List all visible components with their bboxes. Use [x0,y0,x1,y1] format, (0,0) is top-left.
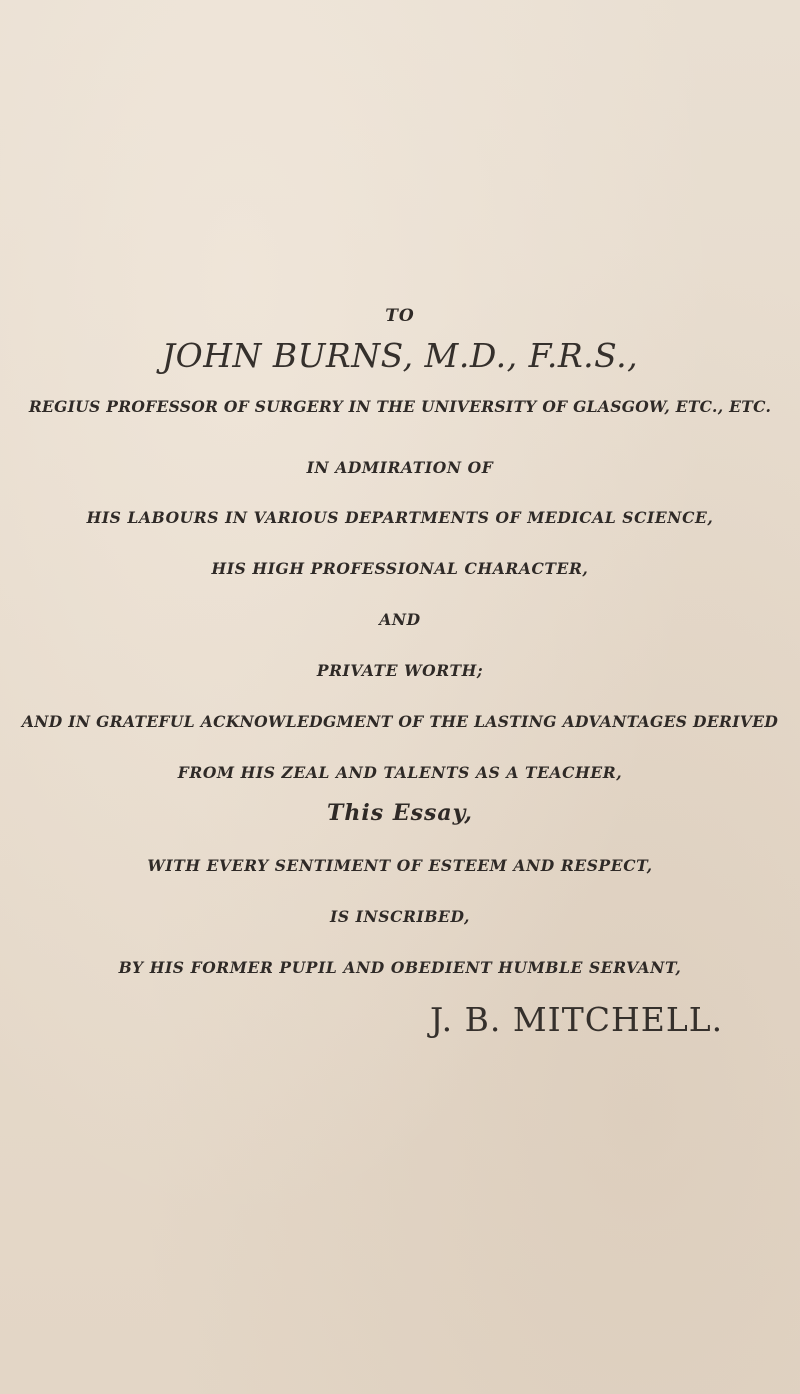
author-signature: J. B. MITCHELL. [430,1000,724,1039]
dedication-admiration: IN ADMIRATION OF [306,458,494,477]
dedication-and: AND [379,610,421,629]
dedication-esteem: WITH EVERY SENTIMENT OF ESTEEM AND RESPECT, [147,856,653,875]
dedication-grateful: AND IN GRATEFUL ACKNOWLEDGMENT OF THE LASTING ADVANTAGES DERIVED [21,712,779,731]
dedication-character: HIS HIGH PROFESSIONAL CHARACTER, [211,559,589,578]
dedication-worth: PRIVATE WORTH; [316,661,484,680]
dedication-servant: BY HIS FORMER PUPIL AND OBEDIENT HUMBLE SERVANT, [118,958,682,977]
dedication-to: TO [385,306,415,326]
dedicatee-name: JOHN BURNS, M.D., F.R.S., [161,336,639,375]
dedication-labours: HIS LABOURS IN VARIOUS DEPARTMENTS OF MEDICAL SCIENCE, [86,508,714,527]
dedication-zeal: FROM HIS ZEAL AND TALENTS AS A TEACHER, [177,763,623,782]
dedication-inscribed: IS INSCRIBED, [330,907,470,926]
dedication-essay: This Essay, [327,800,473,826]
dedicatee-title: REGIUS PROFESSOR OF SURGERY IN THE UNIVERSITY OF GLASGOW, ETC., ETC. [28,397,772,416]
